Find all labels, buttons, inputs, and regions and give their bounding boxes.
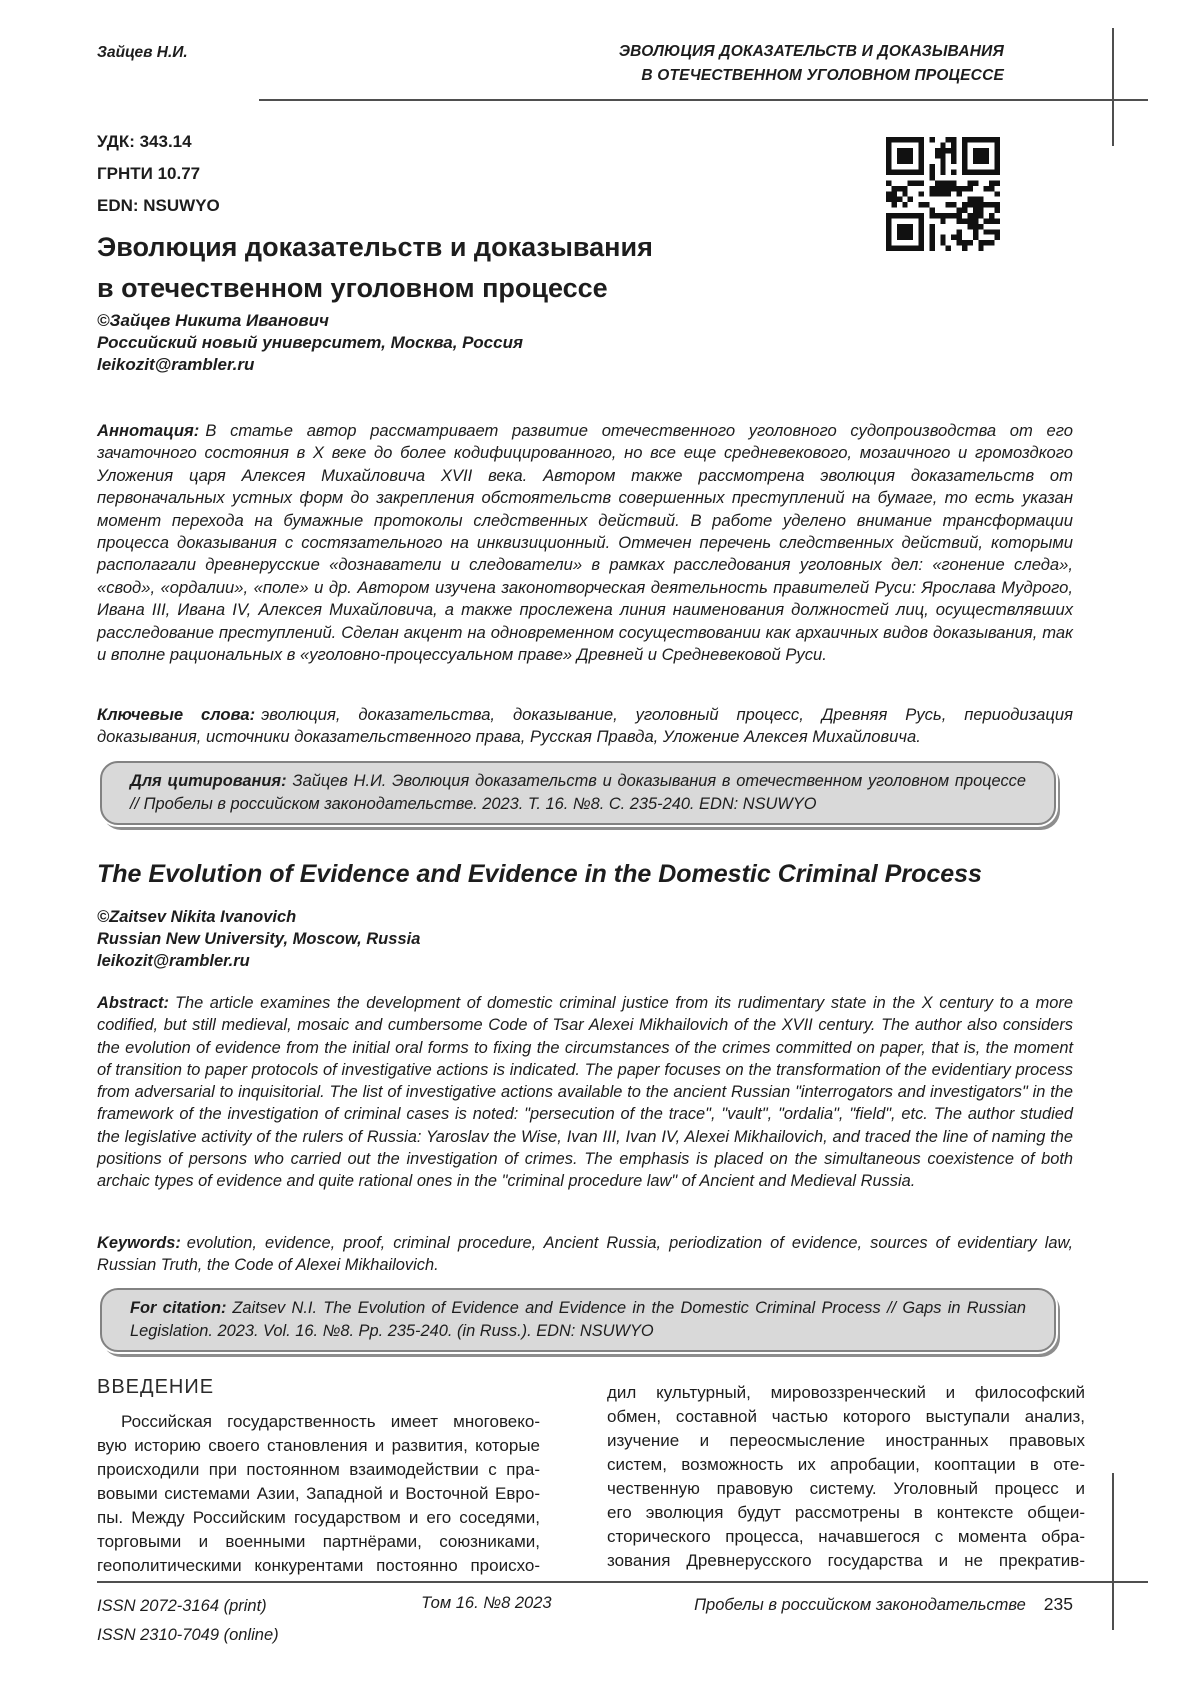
introduction-heading: ВВЕДЕНИЕ	[97, 1376, 215, 1398]
citation-box-en	[100, 1288, 1056, 1352]
intro-right-line: систем, возможность их апробации, кооптации в оте-	[607, 1455, 1085, 1474]
intro-left-line: торговыми и военными партнёрами, союзниками,	[97, 1532, 540, 1551]
citation-box-ru	[100, 761, 1056, 825]
intro-right-line: его эволюция будут рассмотрены в контексте общеи-	[607, 1503, 1085, 1522]
abstract-ru-text: В статье автор рассматривает развитие отечественного уголовного судопроизводства от его зачаточного состояния в X веке до более кодифицированного, но все еще средневекового, мозаичного и громоздкого Уложения царя Алексея Михайловича XVII века. Автором также рассмотрена эволюция доказательств от первоначальных устных форм до закрепления обстоятельств совершенных преступлений на бумаге, то есть указан момент перехода на бумажные протоколы следственных действий. В работе уделено внимание трансформации процесса доказывания с состязательного на инквизиционный. Отмечен перечень следственных действий, которыми располагали древнерусские «дознаватели и следователи» в рамках расследования уголовных дел: «гонение следа», «свод», «ордалии», «поле» и др. Автором изучена законотворческая деятельность правителей Руси: Ярослава Мудрого, Ивана III, Ивана IV, Алексея Михайловича, а также прослежена линия наименования должностей лиц, осуществлявших расследование преступлений. Сделан акцент на одновременном сосуществовании как архаичных видов доказывания, так и вполне рациональных в «уголовно-процессуальном праве» Древней и Средневековой Руси.	[97, 421, 1073, 665]
qr-code-icon	[886, 137, 1000, 251]
header-rule	[259, 99, 1148, 101]
citation-en-text: Zaitsev N.I. The Evolution of Evidence and Evidence in the Domestic Criminal Process // Gaps in Russian Legislation. 2023. Vol. 16. №8. Pp. 235-240. (in Russ.). EDN: NSUWYO	[130, 1299, 1026, 1340]
abstract-ru-label: Аннотация:	[97, 421, 200, 440]
intro-right-line: обмен, составной частью которого выступали анализ,	[607, 1407, 1085, 1426]
intro-left-line: пы. Между Российским государством и его соседями,	[97, 1508, 540, 1527]
citation-ru	[130, 770, 1026, 816]
volume-info: Том 16. №8 2023	[421, 1594, 552, 1612]
author-name-en: ©Zaitsev Nikita Ivanovich	[97, 908, 297, 926]
footer	[97, 1592, 1073, 1650]
header-author-short: Зайцев Н.И.	[97, 44, 188, 61]
abstract-ru	[97, 420, 1073, 666]
keywords-en-label: Keywords:	[97, 1234, 181, 1252]
abstract-en	[97, 992, 1073, 1193]
keywords-ru-text: эволюция, доказательства, доказывание, уголовный процесс, Древняя Русь, периодизация доказывания, источники доказательственного права, Русская Правда, Уложение Алексея Михайловича.	[97, 705, 1073, 747]
article-title-ru	[97, 227, 653, 309]
intro-left-line: геополитическими конкурентами постоянно происхо-	[97, 1556, 540, 1575]
introduction-column-left	[97, 1410, 540, 1578]
footer-right	[694, 1592, 1073, 1615]
affiliation-en: Russian New University, Moscow, Russia	[97, 930, 421, 948]
header-vertical-rule	[1112, 28, 1114, 146]
intro-right-line: чественную правовую систему. Уголовный процесс и	[607, 1479, 1085, 1498]
running-title-line1: ЭВОЛЮЦИЯ ДОКАЗАТЕЛЬСТВ И ДОКАЗЫВАНИЯ	[618, 43, 1004, 60]
intro-right-line: зования Древнерусского государства и не прекратив-	[607, 1551, 1085, 1570]
citation-ru-text: Зайцев Н.И. Эволюция доказательств и доказывания в отечественном уголовном процессе // Пробелы в российском законодательстве. 2023. Т. 16. №8. С. 235-240. EDN: NSUWYO	[130, 772, 1026, 813]
intro-left-line: Российская государственность имеет многовеко-	[121, 1412, 540, 1431]
running-title-line2: В ОТЕЧЕСТВЕННОМ УГОЛОВНОМ ПРОЦЕССЕ	[641, 67, 1004, 84]
issn-print: ISSN 2072-3164 (print)	[97, 1597, 267, 1615]
keywords-en-text: evolution, evidence, proof, criminal procedure, Ancient Russia, periodization of evidence, sources of evidentiary law, Russian Truth, the Code of Alexei Mikhailovich.	[97, 1234, 1073, 1275]
abstract-en-label: Abstract:	[97, 994, 169, 1012]
intro-right-line: изучение и переосмысление иностранных правовых	[607, 1431, 1085, 1450]
email-en: leikozit@rambler.ru	[97, 952, 250, 970]
footer-vertical-rule	[1112, 1473, 1114, 1630]
email-ru: leikozit@rambler.ru	[97, 355, 255, 374]
abstract-en-text: The article examines the development of domestic criminal justice from its rudimentary state in the X century to a more codified, but still medieval, mosaic and cumbersome Code of Tsar Alexei Mikhailovich of the XVII century. The author also considers the evolution of evidence from the initial oral forms to fixing the circumstances of the crimes committed on paper, that is, the moment of transition to paper protocols of investigative actions is indicated. The paper focuses on the transformation of the evidentiary process from adversarial to inquisitorial. The list of investigative actions available to the ancient Russian "interrogators and investigators" in the framework of the investigation of criminal cases is noted: "persecution of the trace", "vault", "ordalia", "field", etc. The author studied the legislative activity of the rulers of Russia: Yaroslav the Wise, Ivan III, Ivan IV, Alexei Mikhailovich, and traced the line of naming the positions of persons who carried out the investigation of crimes. The emphasis is placed on the simultaneous coexistence of both archaic types of evidence and quite rational ones in the "criminal procedure law" of Ancient and Medieval Russia.	[97, 994, 1073, 1191]
introduction-column-right	[607, 1381, 1085, 1573]
keywords-ru	[97, 704, 1073, 749]
udk-code: УДК: 343.14	[97, 132, 192, 151]
intro-left-line: вовыми системами Азии, Западной и Восточной Евро-	[97, 1484, 540, 1503]
intro-right-line: сторического процесса, начавшегося с момента обра-	[607, 1527, 1085, 1546]
citation-en-label: For citation:	[130, 1299, 227, 1317]
issn-online: ISSN 2310-7049 (online)	[97, 1626, 279, 1644]
affiliation-ru: Российский новый университет, Москва, Россия	[97, 333, 523, 352]
article-codes	[97, 126, 220, 222]
intro-right-line: дил культурный, мировоззренческий и философский	[607, 1383, 1085, 1402]
article-title-ru-line2: в отечественном уголовном процессе	[97, 273, 608, 303]
page-number: 235	[1043, 1594, 1073, 1614]
article-title-ru-line1: Эволюция доказательств и доказывания	[97, 232, 653, 262]
author-name-ru: ©Зайцев Никита Иванович	[97, 311, 329, 330]
edn-code: EDN: NSUWYO	[97, 196, 220, 215]
journal-name: Пробелы в российском законодательстве	[694, 1596, 1026, 1614]
article-title-en: The Evolution of Evidence and Evidence in the Domestic Criminal Process	[97, 860, 982, 888]
running-title	[619, 40, 1004, 88]
issn-block	[97, 1592, 279, 1650]
intro-left-line: вую историю своего становления и развития, которые	[97, 1436, 540, 1455]
keywords-ru-label: Ключевые слова:	[97, 705, 256, 724]
footer-rule	[97, 1581, 1148, 1583]
citation-en	[130, 1297, 1026, 1343]
citation-ru-label: Для цитирования:	[130, 772, 287, 790]
intro-left-line: происходили при постоянном взаимодействии с пра-	[97, 1460, 540, 1479]
author-block-en	[97, 906, 420, 972]
author-block-ru	[97, 310, 523, 376]
keywords-en	[97, 1232, 1073, 1277]
grnti-code: ГРНТИ 10.77	[97, 164, 201, 183]
